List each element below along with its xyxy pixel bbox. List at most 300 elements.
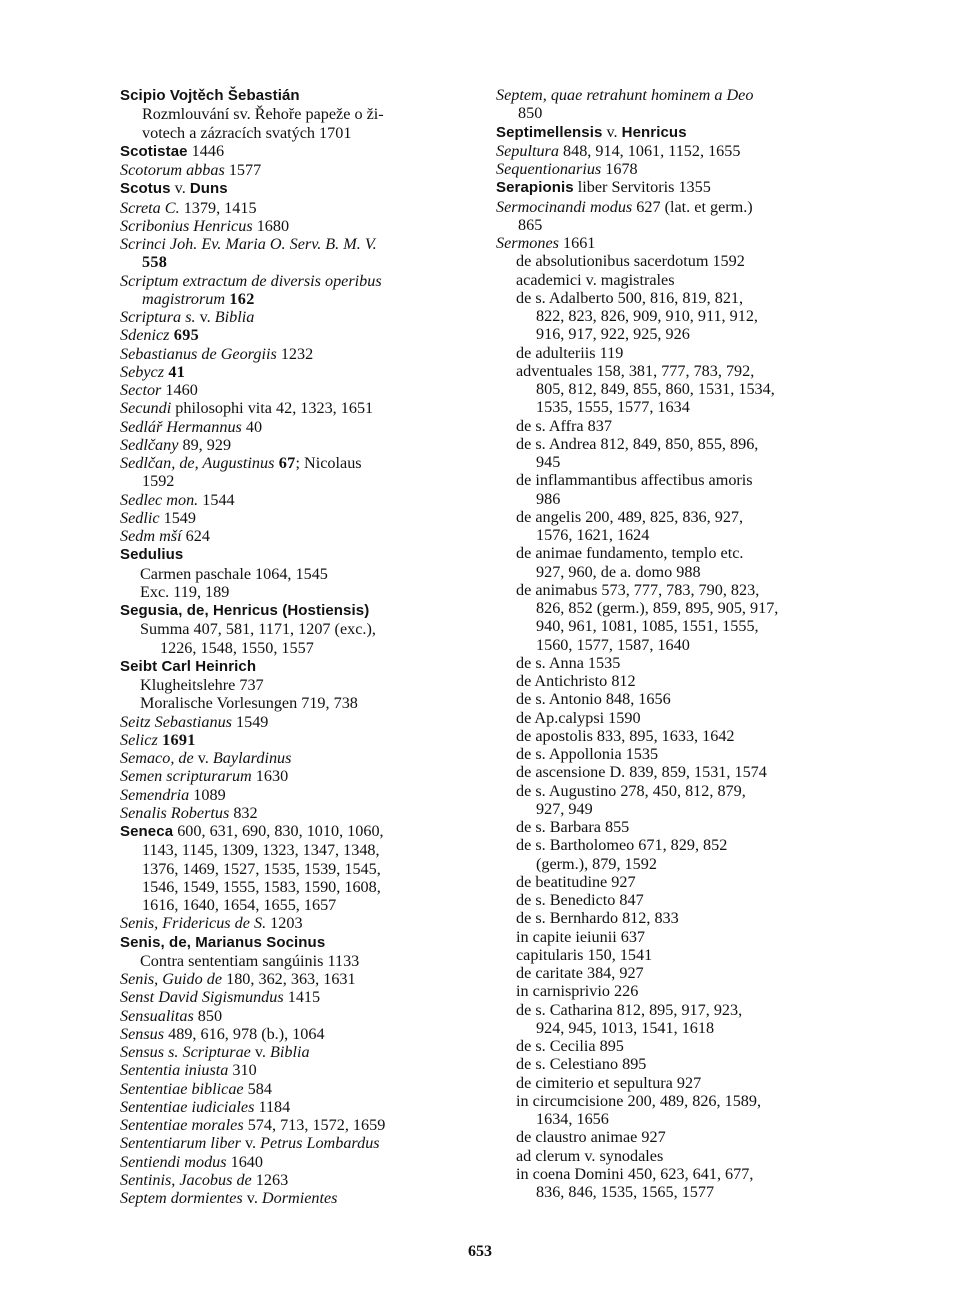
- index-line: [496, 1183, 848, 1201]
- index-line: [496, 289, 848, 307]
- entry-text: 1616, 1640, 1654, 1655, 1657: [142, 896, 337, 914]
- entry-text: 940, 961, 1081, 1085, 1551, 1555,: [536, 617, 759, 636]
- index-line: [120, 217, 458, 235]
- entry-text: de s. Antonio 848, 1656: [516, 690, 671, 709]
- index-line: [496, 435, 848, 453]
- entry-text: de s. Anna 1535: [516, 653, 621, 672]
- index-line: [120, 583, 458, 601]
- right-column: [496, 86, 848, 1201]
- entry-term: Scriptum extractum de diversis operibus: [120, 271, 382, 290]
- entry-text: 1678: [601, 160, 638, 178]
- entry-term: Sermones: [496, 234, 559, 252]
- entry-text: ; Nicolaus: [295, 454, 362, 472]
- index-line: [120, 1025, 458, 1043]
- index-line: [120, 657, 458, 676]
- entry-text: 916, 917, 922, 925, 926: [536, 325, 690, 344]
- entry-text: 1089: [189, 785, 226, 804]
- entry-text: de adulteriis 119: [516, 343, 624, 362]
- index-line: [120, 142, 458, 161]
- entry-term: Sententiae biblicae: [120, 1079, 244, 1098]
- entry-term: Sedlec mon.: [120, 490, 199, 509]
- entry-text: 89, 929: [178, 435, 232, 454]
- entry-text: liber Servitoris 1355: [573, 178, 711, 197]
- entry-text: (germ.), 879, 1592: [536, 854, 657, 873]
- entry-text: Carmen paschale 1064, 1545: [140, 564, 328, 583]
- index-line: [496, 1110, 848, 1128]
- index-line: [496, 1037, 848, 1055]
- entry-term: Sententiae morales: [120, 1116, 244, 1134]
- index-line: [120, 1043, 458, 1061]
- index-line: [120, 878, 458, 896]
- entry-text: de inflammantibus affectibus amoris: [516, 471, 753, 490]
- index-line: [120, 454, 458, 472]
- index-line: [120, 253, 458, 271]
- index-line: [496, 398, 848, 416]
- entry-text: 1379, 1415: [179, 198, 257, 217]
- entry-text: 180, 362, 363, 1631: [222, 970, 356, 988]
- entry-text: Rozmlouvání sv. Řehoře papeže o ži-: [142, 105, 384, 124]
- entry-term: Sequentionarius: [496, 160, 602, 178]
- entry-text: de angelis 200, 489, 825, 836, 927,: [516, 507, 744, 526]
- entry-term: Biblia: [214, 308, 255, 326]
- entry-text: de s. Adalberto 500, 816, 819, 821,: [516, 288, 744, 307]
- index-line: [496, 1165, 848, 1183]
- index-line: [496, 453, 848, 471]
- entry-text: de s. Affra 837: [516, 416, 612, 435]
- entry-text: 986: [536, 489, 561, 508]
- index-line: [496, 800, 848, 818]
- index-line: [120, 694, 458, 712]
- index-line: [120, 199, 458, 217]
- entry-text: 927, 949: [536, 799, 593, 818]
- entry-text: 826, 852 (germ.), 859, 895, 905, 917,: [536, 599, 779, 617]
- index-line: [496, 104, 848, 122]
- index-line: [120, 436, 458, 454]
- entry-term: Sedlčany: [120, 435, 179, 454]
- index-line: [120, 804, 458, 822]
- entry-term: Sepultura: [496, 141, 559, 160]
- entry-heading: Scipio Vojtěch Šebastián: [120, 87, 300, 104]
- index-line: [496, 1001, 848, 1019]
- index-line: [496, 160, 848, 178]
- index-line: [120, 105, 458, 123]
- entry-text: 927, 960, de a. domo 988: [536, 562, 701, 581]
- index-line: [120, 767, 458, 785]
- entry-text: 310: [228, 1061, 257, 1080]
- entry-term: Baylardinus: [212, 749, 292, 767]
- index-line: [496, 745, 848, 763]
- entry-term: Sententiae iudiciales: [120, 1097, 255, 1116]
- index-line: [120, 620, 458, 638]
- entry-text: de s. Andrea 812, 849, 850, 855, 896,: [516, 434, 759, 453]
- index-line: [496, 782, 848, 800]
- entry-text: Moralische Vorlesungen 719, 738: [140, 694, 358, 713]
- index-line: [496, 709, 848, 727]
- entry-term: Sensualitas: [120, 1006, 194, 1025]
- entry-text: 600, 631, 690, 830, 1010, 1060,: [173, 822, 384, 840]
- index-line: [496, 362, 848, 380]
- page-number: 653: [468, 1243, 492, 1260]
- entry-term: Sententiarum liber: [120, 1134, 241, 1153]
- entry-text: in carnisprivio 226: [516, 982, 639, 1001]
- entry-term: Sensus s. Scripturae: [120, 1043, 251, 1061]
- entry-text: 1577: [224, 161, 262, 179]
- index-line: [496, 690, 848, 708]
- entry-text: de beatitudine 927: [516, 872, 636, 891]
- entry-text: v.: [602, 122, 622, 141]
- index-line: [120, 235, 458, 253]
- entry-text: 1661: [558, 234, 596, 252]
- entry-text: 1546, 1549, 1555, 1583, 1590, 1608,: [142, 877, 381, 896]
- entry-text: de animabus 573, 777, 783, 790, 823,: [516, 580, 760, 599]
- entry-text: de Antichristo 812: [516, 672, 636, 690]
- entry-text: philosophi vita 42, 1323, 1651: [171, 399, 374, 418]
- index-line: [496, 417, 848, 435]
- entry-text: Exc. 119, 189: [140, 582, 230, 601]
- index-line: [120, 933, 458, 952]
- index-line: [496, 836, 848, 854]
- entry-text: de Ap.calypsi 1590: [516, 708, 641, 727]
- index-line: [120, 1080, 458, 1098]
- index-line: [496, 307, 848, 325]
- index-line: [120, 527, 458, 545]
- entry-text: 945: [536, 453, 561, 471]
- entry-text: votech a zázracích svatých 1701: [142, 123, 352, 142]
- index-line: [120, 988, 458, 1006]
- index-line: [496, 142, 848, 160]
- entry-text: adventuales 158, 381, 777, 783, 792,: [516, 361, 755, 380]
- entry-text: 67: [274, 454, 296, 472]
- index-line: [120, 1134, 458, 1152]
- entry-term: Sedm mší: [120, 527, 182, 545]
- index-line: [496, 123, 848, 142]
- entry-text: in circumcisione 200, 489, 826, 1589,: [516, 1091, 762, 1110]
- entry-term: Sebycz: [120, 362, 165, 381]
- entry-term: Seitz Sebastianus: [120, 712, 232, 731]
- entry-term: Sententia iniusta: [120, 1061, 229, 1080]
- index-line: [120, 914, 458, 932]
- index-line: [496, 855, 848, 873]
- index-line: [120, 1098, 458, 1116]
- entry-term: Septem, quae retrahunt hominem a Deo: [496, 86, 754, 104]
- index-line: [120, 1189, 458, 1207]
- index-line: [496, 1147, 848, 1165]
- index-line: [496, 344, 848, 362]
- index-line: [120, 491, 458, 509]
- entry-term: Senalis Robertus: [120, 803, 230, 822]
- entry-text: v.: [195, 308, 215, 326]
- entry-heading: Sedulius: [120, 546, 184, 564]
- entry-heading: Duns: [189, 180, 228, 198]
- index-line: [496, 380, 848, 398]
- index-line: [496, 216, 848, 234]
- index-line: [120, 272, 458, 290]
- entry-term: Sensus: [120, 1024, 165, 1043]
- index-line: [496, 727, 848, 745]
- entry-heading: Henricus: [621, 123, 687, 141]
- entry-term: Scotorum abbas: [120, 161, 225, 179]
- entry-term: Sector: [120, 381, 162, 399]
- entry-text: 558: [142, 253, 168, 272]
- entry-text: de cimiterio et sepultura 927: [516, 1073, 702, 1092]
- entry-heading: Seneca: [120, 823, 174, 840]
- entry-text: 1535, 1555, 1577, 1634: [536, 398, 690, 417]
- entry-heading: Segusia, de, Henricus (Hostiensis): [120, 602, 370, 619]
- entry-text: 695: [169, 326, 199, 345]
- entry-term: Biblia: [270, 1043, 310, 1061]
- entry-text: 1226, 1548, 1550, 1557: [160, 638, 314, 657]
- index-line: [496, 763, 848, 781]
- index-line: [120, 345, 458, 363]
- entry-text: 1232: [276, 344, 314, 363]
- entry-text: 1549: [231, 712, 269, 731]
- index-line: [496, 873, 848, 891]
- index-line: [120, 676, 458, 694]
- index-line: [120, 1061, 458, 1079]
- entry-term: Sedlčan, de, Augustinus: [120, 454, 275, 472]
- entry-text: 924, 945, 1013, 1541, 1618: [536, 1018, 715, 1037]
- index-line: [120, 952, 458, 970]
- index-line: [496, 581, 848, 599]
- index-line: [120, 1007, 458, 1025]
- index-line: [120, 290, 458, 308]
- entry-text: ad clerum v. synodales: [516, 1146, 664, 1165]
- index-line: [120, 326, 458, 344]
- entry-text: 805, 812, 849, 855, 860, 1531, 1534,: [536, 380, 775, 398]
- entry-term: Petrus Lombardus: [260, 1134, 380, 1153]
- index-line: [496, 471, 848, 489]
- entry-text: 1184: [254, 1097, 291, 1116]
- index-line: [120, 161, 458, 179]
- entry-text: 850: [518, 104, 543, 123]
- index-line: [496, 818, 848, 836]
- entry-text: 1460: [161, 381, 198, 399]
- entry-text: 1691: [157, 730, 196, 749]
- entry-term: Scrinci Joh. Ev. Maria O. Serv. B. M. V.: [120, 235, 377, 253]
- entry-text: 1630: [251, 767, 289, 786]
- entry-text: Klugheitslehre 737: [140, 676, 264, 694]
- index-line: [496, 234, 848, 252]
- entry-text: Contra sententiam sangúinis 1133: [140, 951, 360, 970]
- entry-text: 1544: [198, 490, 235, 509]
- entry-text: de s. Augustino 278, 450, 812, 879,: [516, 781, 746, 800]
- entry-text: 1446: [187, 141, 225, 160]
- entry-text: 1576, 1621, 1624: [536, 526, 650, 544]
- index-line: [120, 822, 458, 841]
- entry-term: Scribonius Henricus: [120, 216, 253, 235]
- entry-text: v.: [250, 1043, 271, 1061]
- entry-text: academici v. magistrales: [516, 270, 675, 289]
- index-line: [496, 544, 848, 562]
- index-line: [496, 1128, 848, 1146]
- index-line: [496, 526, 848, 544]
- index-line: [120, 713, 458, 731]
- entry-term: Sdenicz: [120, 326, 170, 345]
- index-line: [496, 178, 848, 197]
- entry-term: Sedlář Hermannus: [120, 417, 242, 436]
- index-line: [120, 731, 458, 749]
- index-line: [496, 672, 848, 690]
- entry-text: v.: [242, 1189, 262, 1207]
- entry-text: 1592: [142, 472, 175, 491]
- entry-text: de claustro animae 927: [516, 1128, 666, 1147]
- entry-text: de caritate 384, 927: [516, 964, 644, 982]
- entry-term: Senis, Guido de: [120, 970, 223, 988]
- index-line: [496, 1055, 848, 1073]
- index-line: [496, 325, 848, 343]
- entry-text: de s. Appollonia 1535: [516, 745, 659, 763]
- index-line: [496, 928, 848, 946]
- entry-text: 1634, 1656: [536, 1110, 609, 1128]
- index-line: [120, 399, 458, 417]
- index-line: [496, 982, 848, 1000]
- entry-term: Selicz: [120, 730, 158, 749]
- index-line: [120, 418, 458, 436]
- index-line: [496, 617, 848, 635]
- entry-text: de s. Bernhardo 812, 833: [516, 909, 679, 928]
- entry-term: Screta C.: [120, 198, 180, 217]
- entry-text: 162: [225, 289, 255, 308]
- entry-text: 822, 823, 826, 909, 910, 911, 912,: [536, 307, 758, 325]
- entry-text: in coena Domini 450, 623, 641, 677,: [516, 1164, 754, 1183]
- index-line: [120, 1153, 458, 1171]
- index-line: [496, 1092, 848, 1110]
- left-column: [120, 86, 458, 1207]
- entry-term: Semendria: [120, 785, 190, 804]
- entry-text: 832: [229, 803, 258, 822]
- index-line: [120, 601, 458, 620]
- entry-text: 850: [193, 1006, 223, 1025]
- index-line: [120, 1116, 458, 1134]
- entry-term: magistrorum: [142, 289, 226, 308]
- entry-term: Semaco, de: [120, 749, 194, 767]
- entry-text: v.: [240, 1134, 261, 1153]
- entry-heading: Seibt Carl Heinrich: [120, 657, 257, 675]
- entry-term: Sedlic: [120, 508, 160, 527]
- entry-text: de s. Celestiano 895: [516, 1055, 647, 1074]
- entry-text: 848, 914, 1061, 1152, 1655: [558, 141, 741, 160]
- entry-text: de ascensione D. 839, 859, 1531, 1574: [516, 763, 767, 782]
- entry-text: 584: [243, 1079, 272, 1098]
- entry-term: Sermocinandi modus: [496, 197, 633, 216]
- entry-term: Semen scripturarum: [120, 767, 252, 786]
- entry-text: 1263: [251, 1170, 289, 1189]
- entry-text: 836, 846, 1535, 1565, 1577: [536, 1183, 715, 1201]
- index-line: [496, 563, 848, 581]
- entry-term: Sentinis, Jacobus de: [120, 1170, 252, 1189]
- index-line: [496, 1019, 848, 1037]
- index-line: [496, 964, 848, 982]
- entry-heading: Septimellensis: [496, 123, 603, 141]
- index-line: [120, 509, 458, 527]
- index-line: [496, 946, 848, 964]
- index-line: [120, 749, 458, 767]
- index-line: [496, 1074, 848, 1092]
- index-line: [120, 896, 458, 914]
- index-line: [120, 308, 458, 326]
- entry-text: v.: [170, 179, 190, 198]
- index-line: [120, 86, 458, 105]
- entry-text: 489, 616, 978 (b.), 1064: [164, 1024, 325, 1043]
- index-line: [496, 508, 848, 526]
- index-line: [496, 198, 848, 216]
- index-line: [120, 860, 458, 878]
- entry-text: 624: [181, 527, 210, 545]
- entry-text: 1560, 1577, 1587, 1640: [536, 635, 690, 654]
- index-line: [496, 654, 848, 672]
- index-line: [496, 909, 848, 927]
- entry-text: de s. Cecilia 895: [516, 1037, 624, 1055]
- entry-term: Scriptura s.: [120, 308, 196, 326]
- index-line: [120, 179, 458, 198]
- entry-term: Senis, Fridericus de S.: [120, 914, 267, 933]
- index-line: [120, 970, 458, 988]
- entry-heading: Scotistae: [120, 142, 188, 160]
- index-line: [120, 1171, 458, 1189]
- entry-text: 1203: [266, 914, 303, 933]
- index-line: [496, 599, 848, 617]
- index-line: [120, 472, 458, 490]
- index-line: [120, 363, 458, 381]
- index-line: [496, 271, 848, 289]
- entry-text: de s. Benedicto 847: [516, 891, 644, 909]
- entry-term: Secundi: [120, 399, 172, 418]
- entry-text: de animae fundamento, templo etc.: [516, 544, 744, 563]
- index-line: [120, 841, 458, 859]
- entry-text: 1376, 1469, 1527, 1535, 1539, 1545,: [142, 859, 381, 878]
- index-line: [496, 490, 848, 508]
- entry-text: 1640: [226, 1152, 263, 1171]
- entry-term: Senst David Sigismundus: [120, 988, 284, 1007]
- entry-heading: Senis, de, Marianus Socinus: [120, 933, 326, 951]
- entry-text: 865: [518, 215, 543, 234]
- index-line: [120, 381, 458, 399]
- entry-text: de s. Bartholomeo 671, 829, 852: [516, 836, 728, 855]
- entry-text: in capite ieiunii 637: [516, 927, 646, 946]
- entry-heading: Scotus: [120, 180, 171, 198]
- index-line: [496, 636, 848, 654]
- entry-text: de s. Barbara 855: [516, 818, 630, 836]
- entry-text: 1680: [252, 216, 290, 235]
- entry-heading: Serapionis: [496, 179, 574, 197]
- entry-term: Septem dormientes: [120, 1189, 243, 1207]
- entry-text: v.: [193, 749, 213, 767]
- entry-text: 1415: [283, 988, 321, 1007]
- entry-text: 1549: [159, 508, 196, 527]
- entry-term: Sentiendi modus: [120, 1152, 227, 1171]
- entry-text: Summa 407, 581, 1171, 1207 (exc.),: [140, 620, 376, 639]
- index-line: [496, 86, 848, 104]
- entry-text: de s. Catharina 812, 895, 917, 923,: [516, 1000, 743, 1019]
- entry-text: 40: [241, 417, 263, 436]
- index-line: [496, 891, 848, 909]
- entry-text: de apostolis 833, 895, 1633, 1642: [516, 726, 735, 745]
- entry-text: 627 (lat. et germ.): [632, 197, 753, 216]
- index-line: [120, 639, 458, 657]
- entry-text: 574, 713, 1572, 1659: [243, 1116, 386, 1134]
- index-line: [120, 545, 458, 564]
- index-line: [496, 252, 848, 270]
- index-line: [120, 565, 458, 583]
- entry-term: Dormientes: [261, 1189, 338, 1207]
- entry-text: 1143, 1145, 1309, 1323, 1347, 1348,: [142, 841, 380, 860]
- entry-term: Sebastianus de Georgiis: [120, 344, 277, 363]
- index-line: [120, 124, 458, 142]
- index-line: [120, 786, 458, 804]
- entry-text: de absolutionibus sacerdotum 1592: [516, 252, 745, 271]
- entry-text: capitularis 150, 1541: [516, 945, 653, 964]
- entry-text: 41: [164, 362, 186, 381]
